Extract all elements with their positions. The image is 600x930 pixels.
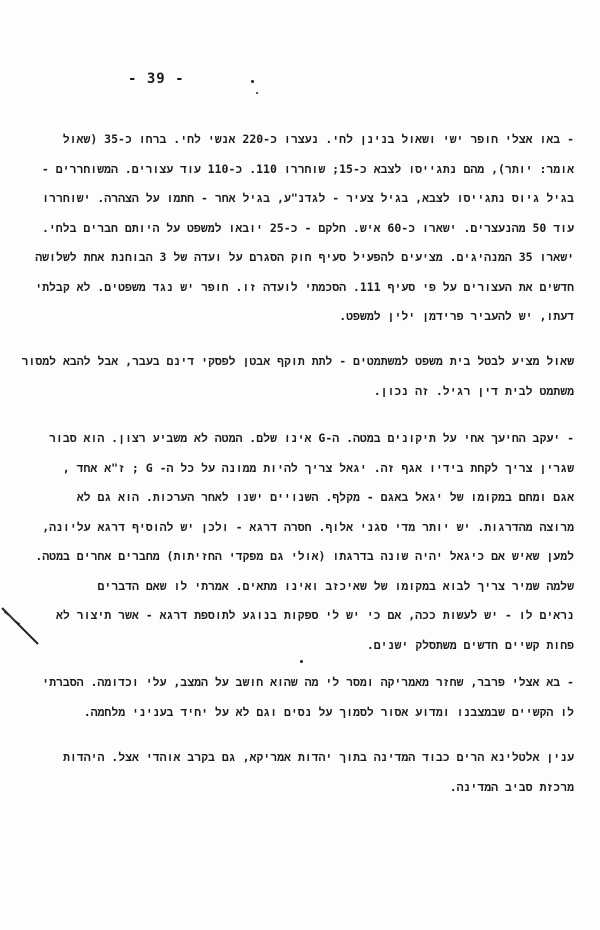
paragraph	[14, 125, 574, 332]
paragraph	[14, 743, 574, 802]
scan-speck	[251, 80, 254, 83]
text-line: משתמט לבית דין רגיל. זה נכון.	[373, 383, 574, 398]
paragraph	[14, 424, 574, 660]
text-line: שלמה שמיר צריך לבוא במקומו של שאיכזב ואינו מתאים. אמרתי לו שאם הדברים	[97, 578, 574, 593]
text-line: ישארו 35 המנהיגים. מציעים להפעיל סעיף חוק הסגרם על ועדה של 3 הבוחנת אחת לשלושה	[35, 250, 574, 264]
text-line: שגרין צריך לקחת בידיו אגף זה. יגאל צריך להיות ממונה על כל ה- G ; ז"א אחד ,	[62, 460, 574, 475]
text-line: - בא אצלי פרבר, שחזר מאמריקה ומסר לי מה שהוא חושב על המצב, עלי וכדומה. הסברתי	[42, 675, 574, 689]
paragraph	[14, 668, 574, 727]
text-line: עוד 50 מהנעצרים. ישארו כ-60 איש. חלקם - כ-25 יובאו למשפט על היותם חברים בלחי.	[41, 220, 574, 235]
text-line: פחות קשיים חדשים משתסלק ישנים.	[366, 637, 574, 652]
text-line: נראים לו - יש לעשות ככה, אם כי יש לי ספקות בנוגע לתוספת דרגא - אשר תיצור לא	[55, 608, 574, 622]
text-line: חדשים את העצורים על פי סעיף 111. הסכמתי לועדה זו. חופר יש נגד משפטים. לא קבלתי	[35, 279, 574, 294]
scan-speck	[256, 92, 258, 94]
text-line: לו הקשיים שבמצבנו ומדוע אסור לסמוך על נסים וגם לא על יחיד בעניני מלחמה.	[83, 704, 574, 719]
page-number: - 39 -	[128, 71, 185, 87]
scan-speck	[300, 660, 303, 663]
text-line: למען שאיש אם כיגאל יהיה שונה בדרגתו (אולי גם מפקדי החזיתות) מחברים אחרים במטה.	[35, 549, 574, 563]
text-line: שאול מציע לבטל בית משפט למשתמטים - לתת תוקף אבטן לפסקי דינם בעבר, אבל להבא למסור	[21, 354, 574, 368]
paragraph	[14, 347, 574, 406]
text-line: דעתו, יש להעביר פרידמן ילין למשפט.	[339, 309, 574, 323]
text-line: ענין אלטלינא הרים כבוד המדינה בתוך יהדות אמריקא, גם בקרב אוהדי אצל. היהדות	[63, 750, 574, 764]
text-line: בגיל גיוס נתגייסו לצבא, בגיל צעיר - לגדנ"ע, בגיל אחר - חתמו על הצהרה. ישוחררו	[42, 191, 574, 205]
text-line: מרוצה מהדרגות. יש יותר מדי סגני אלוף. חסרה דרגא - ולכן יש להוסיף דרגא עליונה,	[42, 519, 574, 534]
text-line: - באו אצלי חופר ישי ושאול בנינן לחי. נעצרו כ-220 אנשי לחי. ברחו כ-35 (שאול	[62, 132, 574, 146]
text-line: - יעקב החיעך אחי על תיקונים במטה. ה-G אינו שלם. המטה לא משביע רצון. הוא סבור	[49, 431, 574, 445]
text-line: אומר: יותר), מהם נתגייסו לצבא כ-15; שוחררו 110. כ-110 עוד עצורים. המשוחררים -	[41, 161, 574, 176]
text-line: מרכזת סביב המדינה.	[449, 779, 574, 794]
text-line: אגם ומחם במקומו של יגאל באגם - מקלף. השנויים ישנו לאחר הערכות. הוא גם לא	[76, 490, 574, 504]
